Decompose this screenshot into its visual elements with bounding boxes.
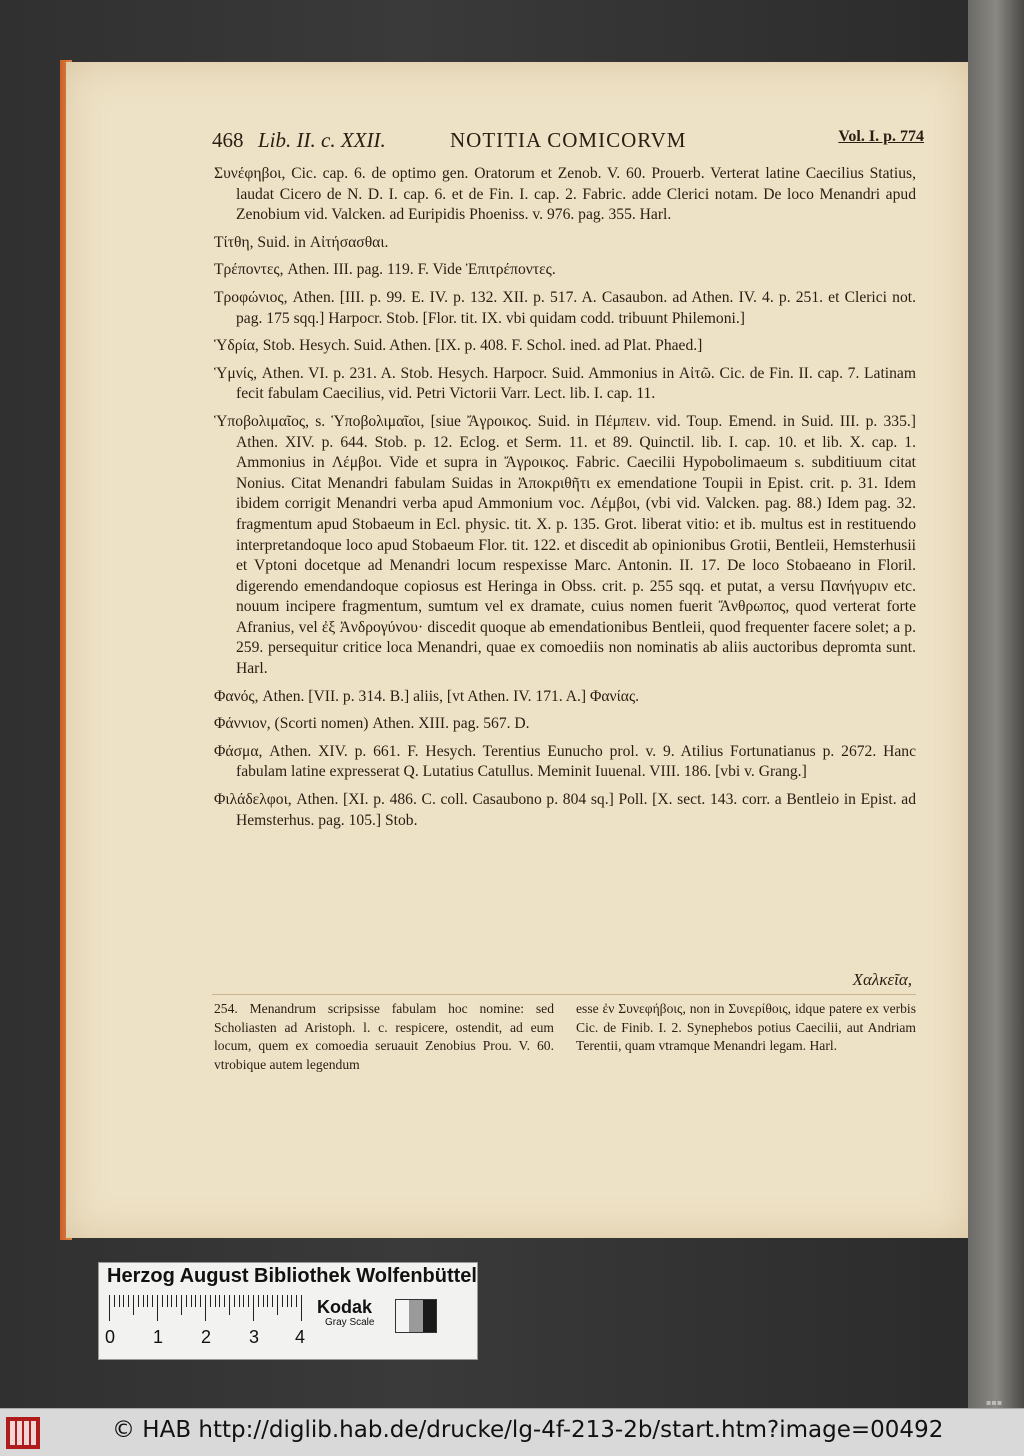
- book-section: Lib. II. c. XXII.: [258, 128, 386, 152]
- running-title: NOTITIA COMICORVM: [450, 128, 687, 152]
- ruler-tick: [195, 1295, 196, 1307]
- scale-number: 2: [201, 1327, 212, 1347]
- book-page: [66, 62, 968, 1238]
- ruler-tick: [263, 1295, 264, 1307]
- ruler-tick: [296, 1295, 297, 1307]
- ruler-tick: [138, 1295, 139, 1307]
- ruler-tick: [143, 1295, 144, 1307]
- entry-titthe: Τίτθη, Suid. in Αἰτήσασθαι.: [214, 233, 389, 251]
- entry-phasma: Φάσμα, Athen. XIV. p. 661. F. Hesych. Terentius Eunucho prol. v. 9. Atilius Fortunatianus p. 2672. Hanc fabulam latine expresserat Q. Lutatius Catullus. Meminit Iuuenal. VIII. 186. [vbi v. Grang.]: [214, 742, 916, 781]
- entry-trepontes: Τρέποντες, Athen. III. pag. 119. F. Vide Ἐπιτρέποντες.: [214, 261, 556, 279]
- ruler-tick: [219, 1295, 220, 1307]
- kodak-subtitle: Gray Scale: [325, 1317, 375, 1328]
- scale-number: 3: [249, 1327, 260, 1347]
- library-color-chart-label: [98, 1262, 478, 1360]
- ruler-tick: [267, 1295, 268, 1307]
- entry-hypobolimaios: Ὑποβολιμαῖος, s. Ὑποβολιμαῖοι, [siue Ἄγροικος. Suid. in Πέμπειν. vid. Toup. Emend. in Suid. III. p. 335.] Athen. XIV. p. 644. Stob. p. 12. Eclog. et Serm. 11. et 89. Quinctil. lib. I. cap. 10. et lib. X. cap. 1. Ammonius in Λέμβοι. Vide et supra in Ἄγροικος. Fabric. Caecilii Hypobolimaeum s. subditiuum citat Nonius. Citat Menandri fabulam Suidas in Ἀποκριθῆτι ex emendatione Toupii in Epist. crit. p. 31. Idem ibidem corrigit Menandri verba apud Ammonium voc. Λέμβοι, (vbi vid. Valcken. pag. 88.) Idem pag. 32. fragmentum apud Stobaeum in Ecl. physic. tit. X. p. 135. Grot. liberat vitio: et ib. multus est in restituendo interpretandoque loco apud Stobaeum Flor. tit. 122. et discedit ab opinionibus Grotii, Bentleii, Hemsterhusii et Vptoni docetque ad Menandri locum respexisse Marc. Antonin. II. 17. De loco Stobaeano in Floril. digerendo emendandoque copiosus est Heringa in Obss. crit. p. 255 sqq. et putat, a versu Πανήγυριν etc. nouum incipere fragmentum, sumtum vel ex dramate, cuius nomen fuerit Ἄνθρωπος, quod verterat forte Afranius, vel ἐξ Ἀνδρογύνου· discedit quoque ab emendationibus Bentleii, quod frequenter facere solet; a p. 259. persequitur critice loca Menandri, quae ex comoediis non nominatis ab aliis auctoribus depromta sunt. Harl.: [214, 412, 916, 678]
- ruler-tick: [272, 1295, 273, 1307]
- ruler-tick: [176, 1295, 177, 1307]
- page-number: 468: [212, 128, 244, 152]
- catchword: Χαλκεῖα,: [852, 970, 912, 989]
- gray-scale-patches: [395, 1299, 437, 1333]
- entry-hymnis: Ὑμνίς, Athen. VI. p. 231. A. Stob. Hesych. Harpocr. Suid. Ammonius in Αἰτῶ. Cic. de Fin. II. cap. 7. Latinam fecit fabulam Caecilius, vid. Petri Victorii Varr. Lect. lib. I. cap. 11.: [214, 364, 916, 403]
- ruler-tick: [229, 1295, 230, 1315]
- ruler-tick: [210, 1295, 211, 1307]
- entry-synephebi: Συνέφηβοι, Cic. cap. 6. de optimo gen. Oratorum et Zenob. V. 60. Prouerb. Verterat latine Caecilius Statius, laudat Cicero de N. D. I. cap. 6. et de Fin. I. cap. 2. Fabric. adde Clerici notam. De loco Menandri apud Zenobium vid. Valcken. ad Euripidis Phoeniss. v. 976. pag. 355. Harl.: [214, 165, 916, 224]
- scale-ruler: [109, 1295, 305, 1323]
- ruler-tick: [239, 1295, 240, 1307]
- ruler-tick: [253, 1295, 254, 1321]
- scan-mark: ▪▪▪: [986, 1398, 1003, 1407]
- footer-bar: [0, 1408, 1024, 1456]
- ruler-tick: [258, 1295, 259, 1307]
- library-name: Herzog August Bibliothek Wolfenbüttel: [107, 1265, 477, 1287]
- ruler-tick: [133, 1295, 134, 1315]
- ruler-tick: [215, 1295, 216, 1307]
- hab-logo-icon: [6, 1417, 40, 1449]
- ruler-tick: [248, 1295, 249, 1307]
- copyright-url: © HAB http://diglib.hab.de/drucke/lg-4f-213-2b/start.htm?image=00492: [112, 1417, 944, 1443]
- kodak-brand: Kodak: [317, 1297, 373, 1317]
- ruler-tick: [152, 1295, 153, 1307]
- ruler-tick: [162, 1295, 163, 1307]
- ruler-tick: [224, 1295, 225, 1307]
- ruler-tick: [167, 1295, 168, 1307]
- ruler-tick: [200, 1295, 201, 1307]
- running-header: [212, 128, 924, 158]
- footnote-left-column: 254. Menandrum scripsisse fabulam hoc nomine: sed Scholiasten ad Aristoph. l. c. respicere, ostendit, ad eum locum, quem ex comoedia seruauit Zenobius Prou. V. 60. vtrobique autem legendum: [214, 1001, 554, 1072]
- ruler-tick: [282, 1295, 283, 1307]
- entry-phanos: Φανός, Athen. [VII. p. 314. B.] aliis, [vt Athen. IV. 171. A.] Φανίας.: [214, 687, 640, 705]
- entry-list: [214, 164, 916, 838]
- entry-phannion: Φάννιον, (Scorti nomen) Athen. XIII. pag. 567. D.: [214, 715, 530, 733]
- ruler-tick: [128, 1295, 129, 1307]
- ruler-tick: [157, 1295, 158, 1321]
- footnote-right-column: esse ἐν Συνεφήβοις, non in Συνερίθοις, idque patere ex verbis Cic. de Finib. I. 2. Synephebos potius Caecilii, aut Andriam Terentii, quam vtramque Menandri legam. Harl.: [576, 1001, 916, 1054]
- adjacent-page-edge: [968, 0, 1024, 1408]
- ruler-tick: [119, 1295, 120, 1307]
- ruler-tick: [287, 1295, 288, 1307]
- ruler-tick: [277, 1295, 278, 1315]
- scale-number: 1: [153, 1327, 164, 1347]
- entry-philadelphoi: Φιλάδελφοι, Athen. [XI. p. 486. C. coll. Casaubono p. 804 sq.] Poll. [X. sect. 143. corr. a Bentleio in Epist. ad Hemsterhus. pag. 105.] Stob.: [214, 791, 916, 829]
- footnote-divider: [212, 994, 916, 995]
- entry-trophonios: Τροφώνιος, Athen. [III. p. 99. E. IV. p. 132. XII. p. 517. A. Casaubon. ad Athen. IV. 4. p. 251. et Clerici not. pag. 175 sqq.] Harpocr. Stob. [Flor. tit. IX. vbi quidam codd. tribuunt Philemoni.]: [214, 288, 916, 327]
- ruler-tick: [291, 1295, 292, 1307]
- ruler-tick: [191, 1295, 192, 1307]
- ruler-tick: [181, 1295, 182, 1315]
- scale-number: 0: [105, 1327, 116, 1347]
- volume-reference: Vol. I. p. 774: [838, 128, 924, 145]
- entry-hydria: Ὑδρία, Stob. Hesych. Suid. Athen. [IX. p. 408. F. Schol. ined. ad Plat. Phaed.]: [214, 337, 703, 355]
- ruler-tick: [243, 1295, 244, 1307]
- kodak-mark: [317, 1297, 374, 1329]
- ruler-tick: [147, 1295, 148, 1307]
- ruler-tick: [109, 1295, 110, 1321]
- ruler-tick: [234, 1295, 235, 1307]
- scale-numbers: [105, 1327, 315, 1351]
- scale-number: 4: [295, 1327, 306, 1347]
- ruler-tick: [205, 1295, 206, 1321]
- ruler-tick: [171, 1295, 172, 1307]
- ruler-tick: [114, 1295, 115, 1307]
- ruler-tick: [301, 1295, 302, 1321]
- ruler-tick: [186, 1295, 187, 1307]
- ruler-tick: [123, 1295, 124, 1307]
